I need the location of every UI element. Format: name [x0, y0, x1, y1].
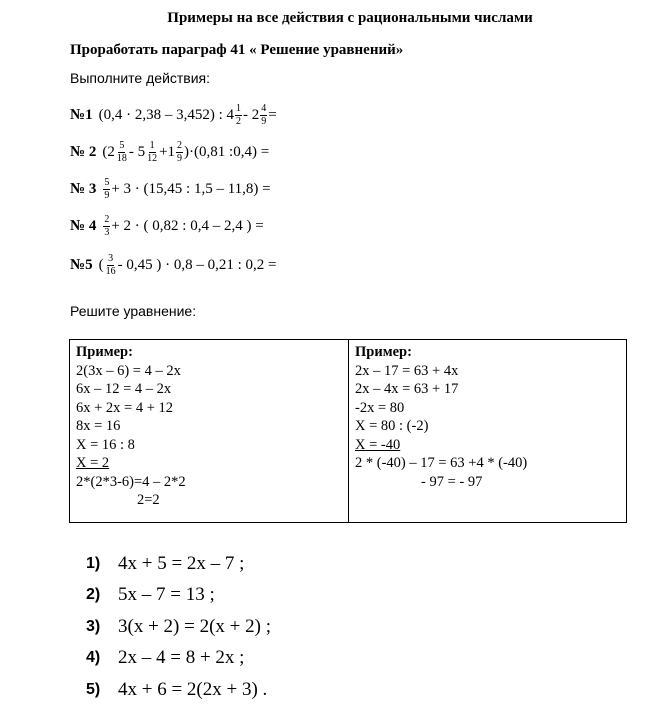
example-check: - 97 = - 97: [421, 473, 483, 490]
equation-item: [86, 580, 271, 612]
task-1: [70, 98, 277, 132]
equation-item: [86, 643, 271, 675]
example-header: Пример:: [355, 344, 412, 360]
instruction-actions: Выполните действия:: [70, 70, 211, 86]
equation-text: 4x + 6 = 2(2x + 3) .: [118, 678, 268, 700]
equation-text: 4x + 5 = 2x – 7 ;: [118, 552, 245, 574]
example-line: 6х – 12 = 4 – 2х: [76, 381, 172, 397]
fraction: [116, 140, 128, 165]
equation-list: [86, 548, 271, 706]
examples-table: [69, 339, 627, 523]
task-5: [70, 248, 276, 282]
example-header: Пример:: [76, 344, 133, 360]
fraction-denominator: 9: [104, 189, 110, 201]
fraction-numerator: 1: [235, 102, 241, 114]
task-4: [70, 209, 264, 243]
equation-item: [86, 611, 271, 643]
fraction-denominator: 12: [147, 152, 158, 164]
fraction-numerator: 5: [119, 139, 125, 151]
example-check: 2=2: [137, 492, 160, 508]
equation-text: 2x – 4 = 8 + 2x ;: [118, 647, 245, 669]
fraction-denominator: 9: [177, 152, 183, 164]
fraction-denominator: 3: [104, 226, 110, 238]
task-number: № 4: [70, 217, 97, 234]
equation-number: 3): [86, 617, 101, 635]
fraction-numerator: 2: [104, 213, 110, 225]
example-line: 6х + 2х = 4 + 12: [76, 399, 174, 416]
fraction: [105, 253, 117, 278]
task-expr-part: (2: [102, 143, 115, 160]
task-expr-part: (: [98, 256, 104, 273]
fraction: [260, 103, 267, 128]
example-left: [70, 340, 349, 522]
task-number: №5: [70, 256, 93, 273]
fraction: [176, 140, 183, 165]
task-2: [70, 135, 269, 169]
task-expr-part: - 2: [242, 106, 260, 123]
fraction-numerator: 2: [177, 139, 183, 151]
task-number: № 3: [70, 180, 97, 197]
task-expr-part: (0,4 · 2,38 – 3,452) : 4: [98, 106, 234, 123]
example-line: 2х – 17 = 63 + 4х: [355, 362, 459, 379]
fraction-denominator: 9: [261, 115, 267, 127]
equation-item: [86, 674, 271, 706]
equation-number: 4): [86, 649, 101, 667]
task-number: № 2: [70, 143, 97, 160]
fraction-denominator: 18: [116, 152, 127, 164]
equation-number: 1): [86, 554, 101, 572]
task-expr-part: )·(0,81 :0,4) =: [184, 143, 270, 160]
example-answer: Х = -40: [355, 436, 401, 453]
fraction-denominator: 2: [235, 115, 241, 127]
task-expr-part: - 0,45 ) · 0,8 – 0,21 : 0,2 =: [117, 256, 277, 273]
fraction: [235, 103, 242, 128]
example-line: Х = 80 : (-2): [355, 418, 429, 434]
example-line: 2*(2*3-6)=4 – 2*2: [76, 473, 186, 490]
fraction-numerator: 4: [261, 102, 267, 114]
task-expr-part: + 3 · (15,45 : 1,5 – 11,8) =: [111, 180, 271, 197]
fraction-numerator: 1: [149, 139, 155, 151]
example-line: -2х = 80: [355, 399, 405, 416]
task-expr-part: +1: [159, 143, 176, 160]
task-expr-part: =: [268, 106, 277, 123]
task-expr-part: - 5: [128, 143, 146, 160]
fraction-numerator: 3: [108, 252, 114, 264]
equation-number: 5): [86, 680, 101, 698]
page-title: Примеры на все действия с рациональными числами: [167, 10, 533, 26]
equation-item: [86, 548, 271, 580]
example-line: Х = 16 : 8: [76, 436, 135, 453]
example-line: 2 * (-40) – 17 = 63 +4 * (-40): [355, 455, 528, 471]
fraction: [103, 214, 110, 239]
example-answer: Х = 2: [76, 455, 110, 471]
equation-text: 5x – 7 = 13 ;: [118, 584, 215, 606]
task-expr-part: + 2 · ( 0,82 : 0,4 – 2,4 ) =: [111, 217, 264, 234]
equation-number: 2): [86, 586, 101, 604]
equation-text: 3(x + 2) = 2(x + 2) ;: [118, 615, 271, 637]
fraction-numerator: 5: [104, 176, 110, 188]
fraction: [146, 140, 158, 165]
task-3: [70, 172, 271, 206]
example-right: [349, 340, 626, 522]
instruction-equations: Решите уравнение:: [70, 303, 197, 319]
fraction-denominator: 16: [105, 265, 116, 277]
example-line: 2(3х – 6) = 4 – 2х: [76, 362, 181, 379]
task-number: №1: [70, 106, 93, 123]
fraction: [103, 177, 110, 202]
example-line: 2х – 4х = 63 + 17: [355, 381, 459, 397]
assignment-subtitle: Проработать параграф 41 « Решение уравнений»: [70, 42, 404, 58]
example-line: 8х = 16: [76, 418, 121, 434]
